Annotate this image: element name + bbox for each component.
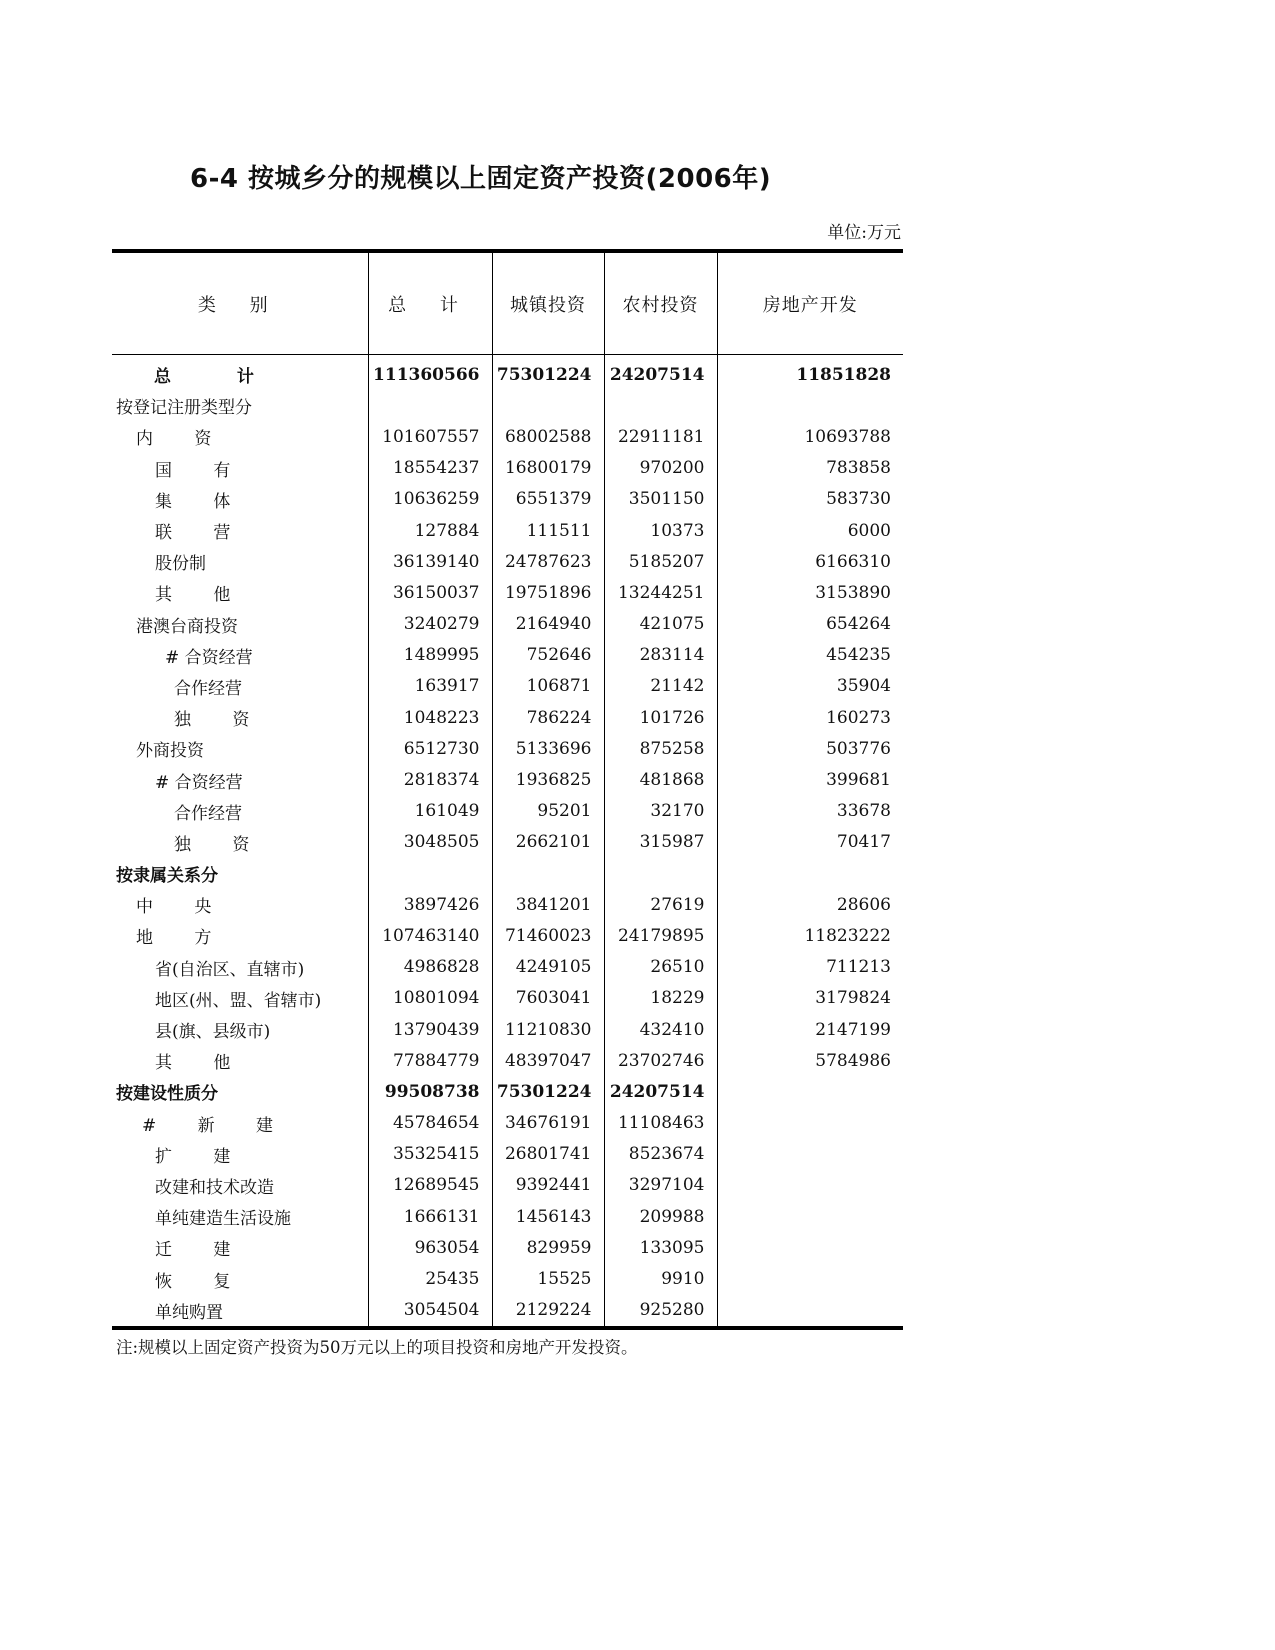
- cell-total: 1666131: [368, 1201, 492, 1232]
- cell-rural: 481868: [604, 764, 717, 795]
- table-row: [112, 577, 903, 608]
- cell-total: 1489995: [368, 640, 492, 671]
- cell-total: 3897426: [368, 889, 492, 920]
- cell-real-estate: [717, 1108, 903, 1139]
- cell-rural: 970200: [604, 453, 717, 484]
- row-label: 外商投资: [136, 741, 204, 762]
- cell-real-estate: 503776: [717, 733, 903, 764]
- cell-total: 3240279: [368, 609, 492, 640]
- cell-real-estate: 654264: [717, 609, 903, 640]
- row-label: 其 他: [155, 1053, 249, 1074]
- cell-rural: 133095: [604, 1232, 717, 1263]
- cell-rural: 315987: [604, 827, 717, 858]
- row-label: 改建和技术改造: [155, 1177, 274, 1198]
- cell-urban: [492, 858, 604, 889]
- cell-rural: 24207514: [604, 1076, 717, 1107]
- row-label: 集 体: [155, 491, 249, 512]
- cell-urban: 34676191: [492, 1108, 604, 1139]
- col-header-urban: 城镇投资: [492, 251, 604, 355]
- row-label: 省(自治区、直辖市): [155, 959, 305, 980]
- table-row: [112, 640, 903, 671]
- cell-urban: 11210830: [492, 1014, 604, 1045]
- cell-rural: 5185207: [604, 546, 717, 577]
- cell-rural: 421075: [604, 609, 717, 640]
- cell-real-estate: [717, 1201, 903, 1232]
- cell-total: 107463140: [368, 920, 492, 951]
- cell-total: 36139140: [368, 546, 492, 577]
- table-row: [112, 1232, 903, 1263]
- row-label: 按隶属关系分: [116, 866, 218, 887]
- cell-real-estate: 454235: [717, 640, 903, 671]
- cell-total: 2818374: [368, 764, 492, 795]
- table-row: [112, 515, 903, 546]
- cell-urban: 71460023: [492, 920, 604, 951]
- cell-rural: 11108463: [604, 1108, 717, 1139]
- cell-real-estate: 33678: [717, 796, 903, 827]
- cell-rural: [604, 390, 717, 421]
- cell-real-estate: [717, 1232, 903, 1263]
- cell-urban: 3841201: [492, 889, 604, 920]
- cell-real-estate: 6000: [717, 515, 903, 546]
- cell-rural: 432410: [604, 1014, 717, 1045]
- cell-real-estate: 35904: [717, 671, 903, 702]
- table-row: [112, 1045, 903, 1076]
- table-row: [112, 1201, 903, 1232]
- cell-rural: 875258: [604, 733, 717, 764]
- row-label: 中 央: [136, 897, 230, 918]
- row-label: 县(旗、县级市): [155, 1022, 271, 1043]
- table-row: [112, 1108, 903, 1139]
- cell-rural: 283114: [604, 640, 717, 671]
- cell-real-estate: 11851828: [717, 355, 903, 391]
- cell-rural: 10373: [604, 515, 717, 546]
- table-row: [112, 1295, 903, 1328]
- cell-total: 111360566: [368, 355, 492, 391]
- table-row: [112, 1170, 903, 1201]
- row-label: 按建设性质分: [116, 1084, 218, 1105]
- table-row: [112, 421, 903, 452]
- footnote: 注:规模以上固定资产投资为50万元以上的项目投资和房地产开发投资。: [116, 1338, 638, 1357]
- row-label: # 新 建: [142, 1115, 292, 1136]
- cell-real-estate: 3153890: [717, 577, 903, 608]
- cell-rural: 925280: [604, 1295, 717, 1328]
- cell-real-estate: 10693788: [717, 421, 903, 452]
- cell-real-estate: 70417: [717, 827, 903, 858]
- row-label: # 合资经营: [165, 647, 253, 668]
- cell-real-estate: 583730: [717, 484, 903, 515]
- table-row: [112, 827, 903, 858]
- table-row: [112, 889, 903, 920]
- cell-rural: 23702746: [604, 1045, 717, 1076]
- cell-real-estate: 28606: [717, 889, 903, 920]
- table-row: [112, 484, 903, 515]
- cell-total: 3048505: [368, 827, 492, 858]
- cell-total: 13790439: [368, 1014, 492, 1045]
- cell-urban: 9392441: [492, 1170, 604, 1201]
- cell-urban: 5133696: [492, 733, 604, 764]
- cell-urban: 2164940: [492, 609, 604, 640]
- col-header-total: 总 计: [368, 251, 492, 355]
- cell-urban: 786224: [492, 702, 604, 733]
- table-row: [112, 858, 903, 889]
- cell-total: 6512730: [368, 733, 492, 764]
- cell-rural: 101726: [604, 702, 717, 733]
- cell-urban: 2662101: [492, 827, 604, 858]
- cell-urban: 1936825: [492, 764, 604, 795]
- cell-total: [368, 858, 492, 889]
- row-label: 国 有: [155, 460, 249, 481]
- cell-rural: 21142: [604, 671, 717, 702]
- cell-real-estate: [717, 390, 903, 421]
- cell-real-estate: 6166310: [717, 546, 903, 577]
- cell-urban: 752646: [492, 640, 604, 671]
- row-label: 独 资: [174, 710, 268, 731]
- cell-total: 127884: [368, 515, 492, 546]
- cell-real-estate: [717, 1076, 903, 1107]
- table-row: [112, 671, 903, 702]
- cell-real-estate: 711213: [717, 952, 903, 983]
- cell-total: 12689545: [368, 1170, 492, 1201]
- row-label: 其 他: [155, 585, 249, 606]
- cell-urban: 106871: [492, 671, 604, 702]
- cell-total: 161049: [368, 796, 492, 827]
- cell-rural: 8523674: [604, 1139, 717, 1170]
- row-label: 合作经营: [174, 803, 242, 824]
- cell-rural: 27619: [604, 889, 717, 920]
- row-label: 地 方: [136, 928, 230, 949]
- table-row: [112, 952, 903, 983]
- cell-rural: 26510: [604, 952, 717, 983]
- cell-urban: 75301224: [492, 1076, 604, 1107]
- table-row: [112, 1263, 903, 1294]
- cell-urban: 111511: [492, 515, 604, 546]
- col-header-rural: 农村投资: [604, 251, 717, 355]
- cell-total: 3054504: [368, 1295, 492, 1328]
- cell-rural: 18229: [604, 983, 717, 1014]
- row-label: 港澳台商投资: [136, 616, 238, 637]
- header-row: [112, 251, 903, 355]
- cell-total: 10801094: [368, 983, 492, 1014]
- investment-table: [112, 249, 903, 1330]
- cell-urban: 2129224: [492, 1295, 604, 1328]
- row-label: 合作经营: [174, 678, 242, 699]
- page-title: 6-4 按城乡分的规模以上固定资产投资(2006年): [190, 164, 772, 194]
- row-label: 总 计: [154, 367, 284, 388]
- cell-rural: 3297104: [604, 1170, 717, 1201]
- row-label: 恢 复: [155, 1271, 249, 1292]
- cell-real-estate: 3179824: [717, 983, 903, 1014]
- row-label: # 合资经营: [155, 772, 243, 793]
- cell-rural: 24207514: [604, 355, 717, 391]
- row-label: 单纯建造生活设施: [155, 1209, 291, 1230]
- cell-total: 163917: [368, 671, 492, 702]
- cell-urban: [492, 390, 604, 421]
- table-row: [112, 920, 903, 951]
- table-row: [112, 1014, 903, 1045]
- row-label: 联 营: [155, 523, 249, 544]
- cell-real-estate: 399681: [717, 764, 903, 795]
- cell-urban: 48397047: [492, 1045, 604, 1076]
- table-row: [112, 453, 903, 484]
- cell-rural: 24179895: [604, 920, 717, 951]
- cell-total: 25435: [368, 1263, 492, 1294]
- table-row: [112, 702, 903, 733]
- row-label: 内 资: [136, 429, 230, 450]
- table-row: [112, 1139, 903, 1170]
- cell-real-estate: [717, 1263, 903, 1294]
- cell-total: 77884779: [368, 1045, 492, 1076]
- cell-rural: 32170: [604, 796, 717, 827]
- cell-urban: 7603041: [492, 983, 604, 1014]
- row-label: 按登记注册类型分: [116, 398, 252, 419]
- cell-real-estate: [717, 858, 903, 889]
- table-row: [112, 796, 903, 827]
- cell-urban: 16800179: [492, 453, 604, 484]
- row-label: 单纯购置: [155, 1302, 223, 1323]
- cell-real-estate: 160273: [717, 702, 903, 733]
- row-label: 股份制: [155, 554, 206, 575]
- cell-total: 45784654: [368, 1108, 492, 1139]
- cell-real-estate: [717, 1139, 903, 1170]
- cell-urban: 95201: [492, 796, 604, 827]
- cell-total: 4986828: [368, 952, 492, 983]
- table-row: [112, 546, 903, 577]
- cell-rural: 22911181: [604, 421, 717, 452]
- cell-real-estate: [717, 1295, 903, 1328]
- cell-urban: 24787623: [492, 546, 604, 577]
- cell-real-estate: 5784986: [717, 1045, 903, 1076]
- cell-real-estate: 11823222: [717, 920, 903, 951]
- cell-rural: 9910: [604, 1263, 717, 1294]
- cell-real-estate: [717, 1170, 903, 1201]
- table-row: [112, 390, 903, 421]
- cell-total: 101607557: [368, 421, 492, 452]
- cell-urban: 26801741: [492, 1139, 604, 1170]
- table-row: [112, 764, 903, 795]
- cell-urban: 4249105: [492, 952, 604, 983]
- cell-total: 963054: [368, 1232, 492, 1263]
- cell-total: 36150037: [368, 577, 492, 608]
- cell-total: 99508738: [368, 1076, 492, 1107]
- cell-urban: 6551379: [492, 484, 604, 515]
- unit-label: 单位:万元: [827, 223, 901, 243]
- cell-urban: 829959: [492, 1232, 604, 1263]
- table-row: [112, 733, 903, 764]
- cell-real-estate: 2147199: [717, 1014, 903, 1045]
- table-row: [112, 355, 903, 391]
- row-label: 迁 建: [155, 1240, 249, 1261]
- cell-urban: 15525: [492, 1263, 604, 1294]
- cell-urban: 19751896: [492, 577, 604, 608]
- row-label: 扩 建: [155, 1146, 249, 1167]
- cell-urban: 75301224: [492, 355, 604, 391]
- cell-rural: 13244251: [604, 577, 717, 608]
- cell-real-estate: 783858: [717, 453, 903, 484]
- cell-total: 10636259: [368, 484, 492, 515]
- row-label: 独 资: [174, 834, 268, 855]
- cell-total: 1048223: [368, 702, 492, 733]
- cell-urban: 68002588: [492, 421, 604, 452]
- cell-rural: 3501150: [604, 484, 717, 515]
- table-row: [112, 609, 903, 640]
- row-label: 地区(州、盟、省辖市): [155, 990, 322, 1011]
- col-header-category: 类 别: [112, 251, 368, 355]
- table-row: [112, 983, 903, 1014]
- col-header-real-estate: 房地产开发: [717, 251, 903, 355]
- cell-rural: 209988: [604, 1201, 717, 1232]
- cell-total: 35325415: [368, 1139, 492, 1170]
- table-row: [112, 1076, 903, 1107]
- cell-urban: 1456143: [492, 1201, 604, 1232]
- cell-total: 18554237: [368, 453, 492, 484]
- cell-rural: [604, 858, 717, 889]
- cell-total: [368, 390, 492, 421]
